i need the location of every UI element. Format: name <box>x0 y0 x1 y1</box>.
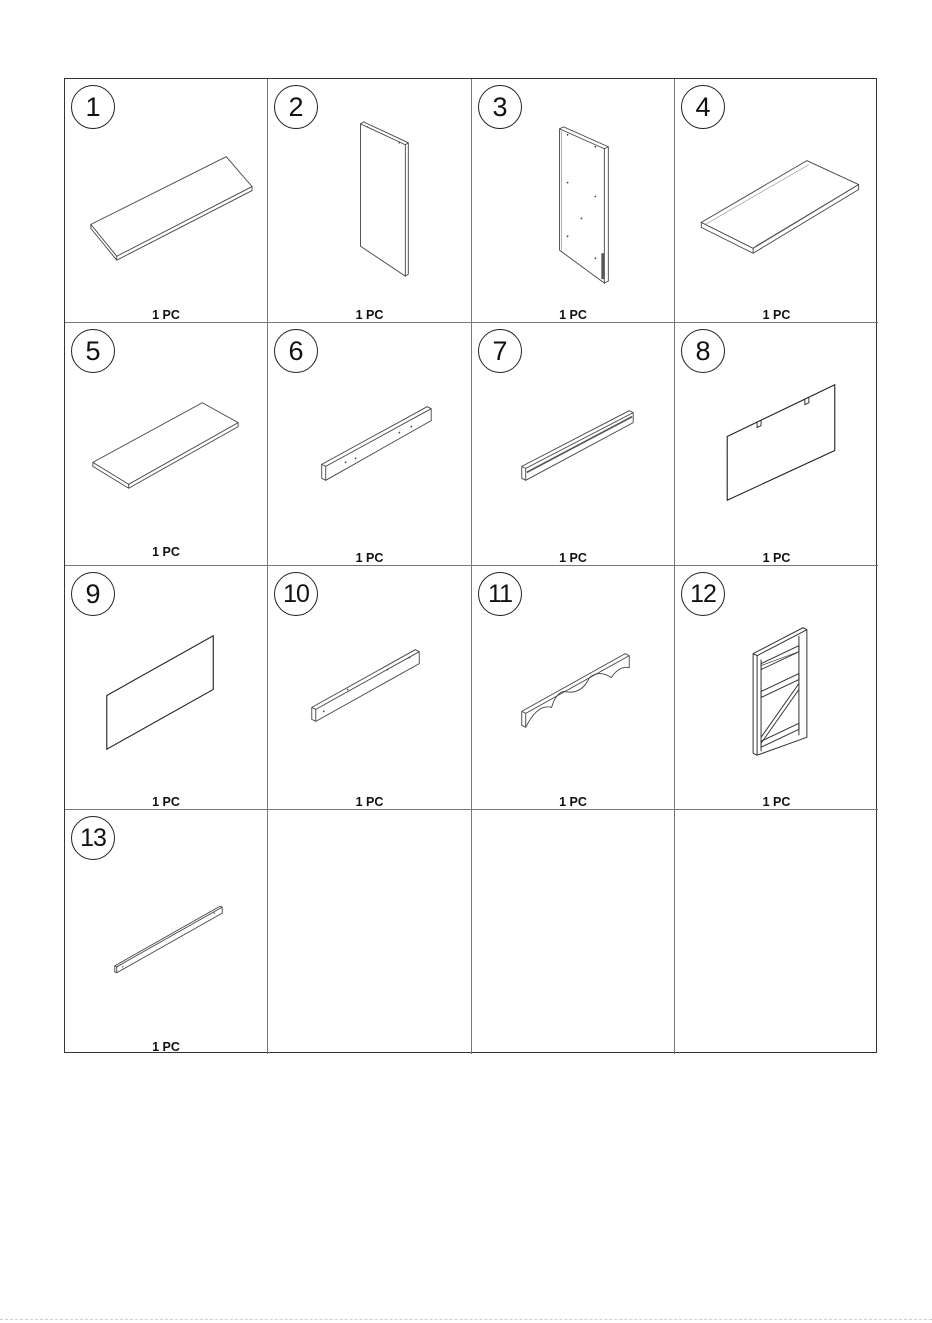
part-quantity: 1 PC <box>559 795 587 809</box>
part-cell-12 <box>675 566 878 810</box>
part-cell-4 <box>675 79 878 323</box>
empty-cell <box>268 810 472 1054</box>
parts-list-grid <box>64 78 877 1053</box>
part-quantity: 1 PC <box>355 551 384 565</box>
part-number-badge: 7 <box>478 329 522 373</box>
part-cell-13 <box>65 810 268 1054</box>
part-number-badge: 5 <box>71 329 115 373</box>
part-number-badge: 1 <box>71 85 115 129</box>
part-number-badge: 10 <box>274 572 318 616</box>
part-cell-9 <box>65 566 268 810</box>
part-number-badge: 4 <box>681 85 725 129</box>
part-number-badge: 12 <box>681 572 725 616</box>
part-number-badge: 2 <box>274 85 318 129</box>
part-quantity: 1 PC <box>762 308 791 322</box>
part-quantity: 1 PC <box>762 795 791 809</box>
part-number-badge: 8 <box>681 329 725 373</box>
part-quantity: 1 PC <box>152 308 180 322</box>
part-number-badge: 3 <box>478 85 522 129</box>
part-number-badge: 6 <box>274 329 318 373</box>
part-number-badge: 13 <box>71 816 115 860</box>
part-quantity: 1 PC <box>152 545 180 559</box>
part-quantity: 1 PC <box>559 308 587 322</box>
part-number-badge: 9 <box>71 572 115 616</box>
part-quantity: 1 PC <box>355 308 384 322</box>
part-cell-3 <box>472 79 675 323</box>
empty-cell <box>472 810 675 1054</box>
part-cell-11 <box>472 566 675 810</box>
part-cell-7 <box>472 323 675 566</box>
page-edge-mark <box>0 1319 932 1321</box>
part-quantity: 1 PC <box>355 795 384 809</box>
part-quantity: 1 PC <box>762 551 791 565</box>
part-number-badge: 11 <box>478 572 522 616</box>
part-cell-10 <box>268 566 472 810</box>
part-quantity: 1 PC <box>152 795 180 809</box>
part-cell-5 <box>65 323 268 566</box>
part-cell-6 <box>268 323 472 566</box>
empty-cell <box>675 810 878 1054</box>
part-quantity: 1 PC <box>152 1040 180 1054</box>
part-cell-8 <box>675 323 878 566</box>
part-quantity: 1 PC <box>559 551 587 565</box>
part-cell-2 <box>268 79 472 323</box>
part-cell-1 <box>65 79 268 323</box>
